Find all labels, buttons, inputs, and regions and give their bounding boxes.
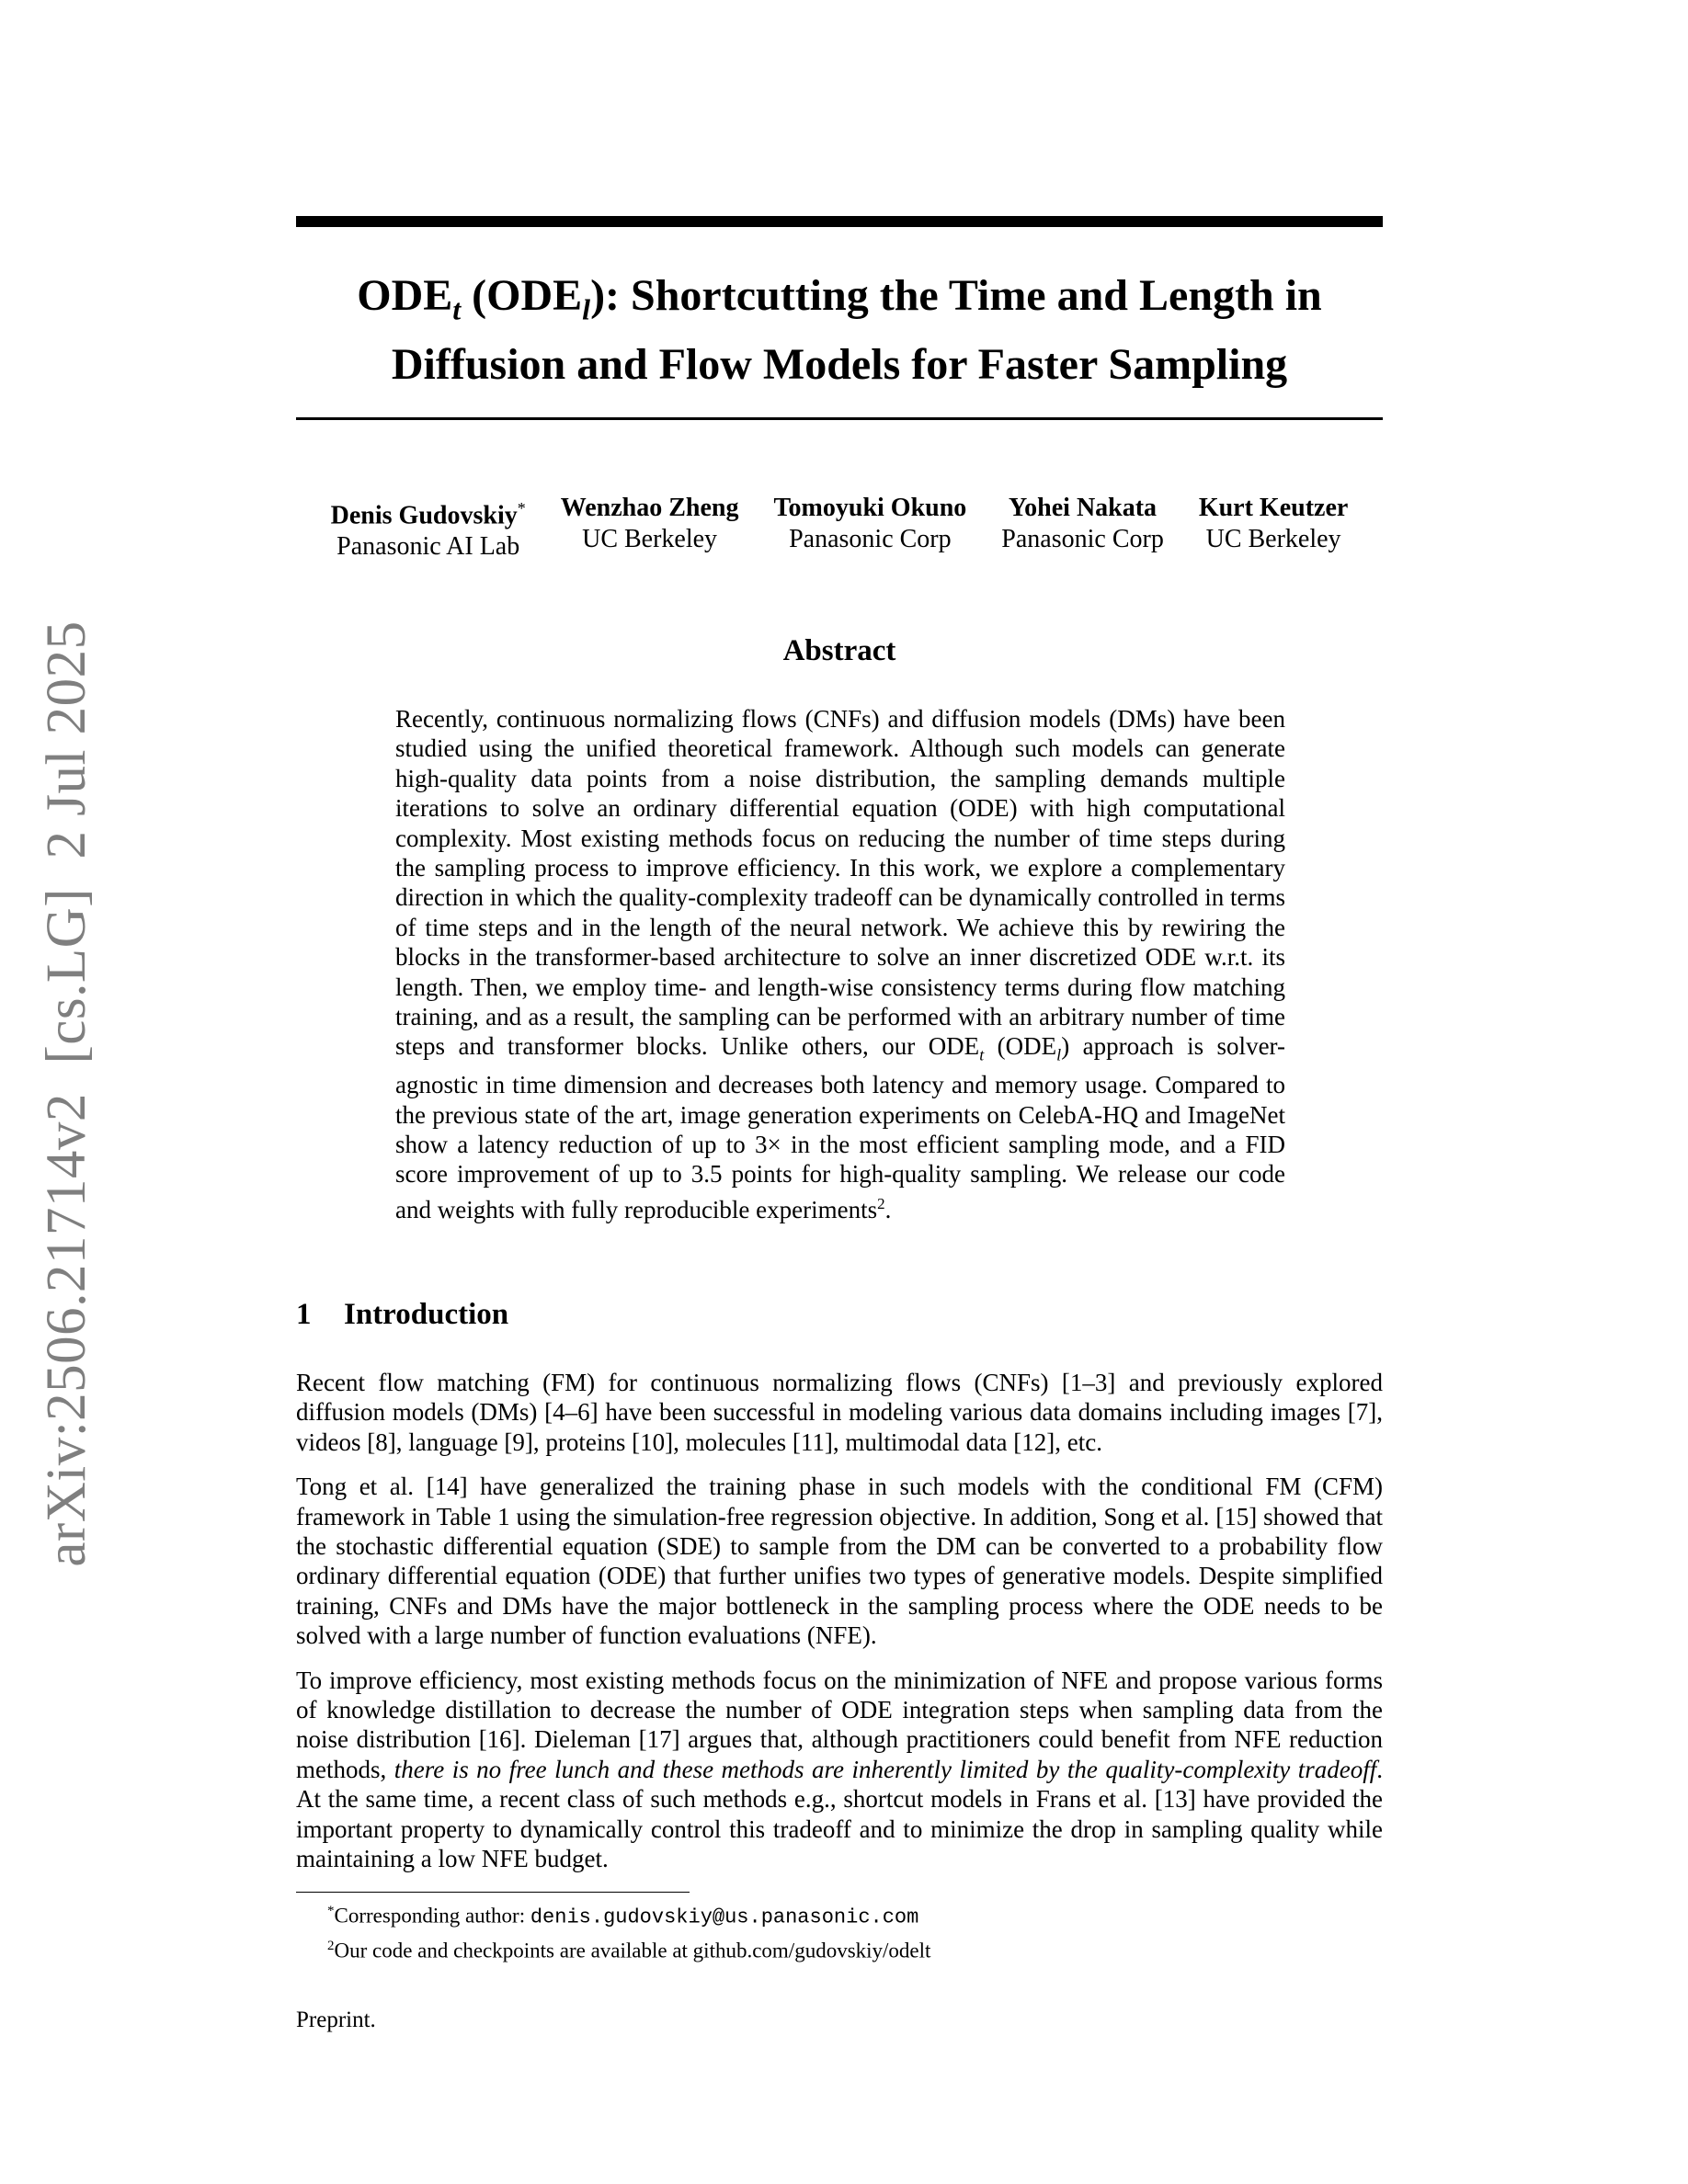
- abstract-end: .: [884, 1195, 892, 1223]
- author-affiliation: Panasonic AI Lab: [336, 532, 520, 562]
- paragraph: Tong et al. [14] have generalized the training phase in such models with the conditional FM (CFM) framework in Table 1 using the simulation-free regression objective. In addition, Song et al. [15] showed that the stochastic differential equation (SDE) to sample from the DM can be converted to a probability flow ordinary differential equation (ODE) that further unifies two types of generative models. Despite simplified training, CNFs and DMs have the major bottleneck in the sampling process where the ODE needs to be solved with a large number of function evaluations (NFE).: [296, 1473, 1383, 1650]
- section-title: Introduction: [344, 1298, 509, 1331]
- paragraph: Recent flow matching (FM) for continuous normalizing flows (CNFs) [1–3] and previously explored diffusion models (DMs) [4–6] have been successful in modeling various data domains including images [7], videos [8], language [9], proteins [10], molecules [11], multimodal data [12], etc.: [296, 1369, 1383, 1456]
- abstract-body: Recently, continuous normalizing flows (CNFs) and diffusion models (DMs) have been studied using the unified theoretical framework. Although such models can generate high-quality data points from a noise distribution, the sampling demands multiple iterations to solve an ordinary differential equation (ODE) with high computational complexity. Most existing methods focus on reducing the number of time steps during the sampling process to improve efficiency. In this work, we explore a complementary direction in which the quality-complexity tradeoff can be dynamically controlled in terms of time steps and in the length of the neural network. We achieve this by rewiring the blocks in the transformer-based architecture to solve an inner discretized ODE w.r.t. its length. Then, we employ time- and length-wise consistency terms during flow matching training, and as a result, the sampling can be performed with an arbitrary number of time steps and transformer blocks. Unlike others, our $ODE_t$ $(ODE_l)$ approach is solver-agnostic in time dimension and decreases both latency and memory usage. Compared to the previous state of the art, image generation experiments on CelebA-HQ and ImageNet show a latency reduction of up to 3× in the most efficient sampling mode, and a FID score improvement of up to 3.5 points for high-quality sampling. We release our code and weights with fully reproducible experiments$^2$.: [395, 705, 1285, 1223]
- author-name: Kurt Keutzer: [1198, 494, 1349, 522]
- abstract-ode-sub-t: t: [979, 1045, 985, 1064]
- author-affiliation: UC Berkeley: [582, 525, 718, 553]
- author-name: Tomoyuki Okuno: [773, 494, 967, 522]
- abstract-ode-t: ODE: [928, 1032, 980, 1061]
- paragraph-text: . At the same time, a recent class of such methods e.g., shortcut models in Frans et al. [13] have provided the important property to dynamically control this tradeoff and to minimize the drop in sampling quality while maintaining a low NFE budget.: [296, 1755, 1383, 1873]
- arxiv-category: [cs.LG]: [36, 888, 97, 1064]
- title-bottom-rule: [296, 417, 1383, 420]
- author-name: Yohei Nakata: [1009, 494, 1158, 522]
- title-line-1: $ODE_t$ $(ODE_l)$: Shortcutting the Time and Length in: [357, 271, 1322, 326]
- author-block: [1001, 493, 1164, 563]
- title-ode-sub-t: t: [452, 292, 462, 326]
- author-block: [773, 493, 966, 563]
- title-line-1-rest: : Shortcutting the Time and Length in: [605, 271, 1322, 320]
- arxiv-stamp-text: [35, 620, 99, 1566]
- abstract-text-before: Recently, continuous normalizing flows (CNFs) and diffusion models (DMs) have been studied using the unified theoretical framework. Although such models can generate high-quality data points from a noise distribution, the sampling demands multiple iterations to solve an ordinary differential equation (ODE) with high computational complexity. Most existing methods focus on reducing the number of time steps during the sampling process to improve efficiency. In this work, we explore a complementary direction in which the quality-complexity tradeoff can be dynamically controlled in terms of time steps and in the length of the neural network. We achieve this by rewiring the blocks in the transformer-based architecture to solve an inner discretized ODE w.r.t. its length. Then, we employ time- and length-wise consistency terms during flow matching training, and as a result, the sampling can be performed with an arbitrary number of time steps and transformer blocks. Unlike others, our: [395, 705, 1285, 1061]
- author-affiliation: UC Berkeley: [1205, 525, 1341, 553]
- abstract-ode-l: ODE: [1005, 1032, 1057, 1061]
- corresponding-email: denis.gudovskiy@us.panasonic.com: [530, 1905, 919, 1929]
- footnote-rule: [296, 1892, 690, 1893]
- footnote-text: Corresponding author:: [334, 1904, 530, 1928]
- title-ode-paren: ODE: [486, 271, 583, 320]
- section-number: 1: [296, 1298, 312, 1331]
- author-name: Wenzhao Zheng: [560, 494, 739, 522]
- author-affiliation: Panasonic Corp: [1001, 525, 1164, 553]
- title-ode: ODE: [357, 271, 453, 320]
- title-top-rule: [296, 216, 1383, 227]
- section-heading-introduction: [296, 1298, 508, 1332]
- abstract-footnote-mark: 2: [877, 1194, 885, 1212]
- paragraph-text: To improve efficiency, most existing methods focus on the minimization of NFE and propose various forms of knowledge distillation to decrease the number of ODE integration steps when sampling data from the noise distribution [16]. Dieleman [17] argues that, although practitioners could benefit from NFE reduction methods,: [296, 1666, 1383, 1783]
- footnotes: [327, 1897, 930, 1964]
- paragraph: [296, 1666, 1383, 1874]
- author-list: [296, 493, 1383, 563]
- footnote-1: [327, 1897, 930, 1932]
- author-block: [331, 493, 526, 563]
- introduction-body: [296, 1368, 1383, 1889]
- preprint-label: Preprint.: [296, 2008, 376, 2032]
- abstract-ode-sub-l: l: [1056, 1045, 1062, 1064]
- paragraph-italic-text: there is no free lunch and these methods are inherently limited by the quality-complexity tradeoff: [393, 1755, 1377, 1783]
- abstract-heading: Abstract: [782, 634, 896, 667]
- arxiv-date: 2 Jul 2025: [36, 620, 97, 859]
- author-name: Denis Gudovskiy: [330, 501, 518, 530]
- author-affiliation: Panasonic Corp: [789, 525, 952, 553]
- arxiv-sidebar-stamp: [26, 620, 108, 1567]
- footnote-text: Our code and checkpoints are available at github.com/gudovskiy/odelt: [334, 1939, 931, 1962]
- abstract-text-after: approach is solver-agnostic in time dimension and decreases both latency and memory usage. Compared to the previous state of the art, image generation experiments on CelebA-HQ and ImageNet show a latency reduction of up to 3× in the most efficient sampling mode, and a FID score improvement of up to 3.5 points for high-quality sampling. We release our code and weights with fully reproducible experiments: [395, 1032, 1285, 1223]
- paper-title: [296, 268, 1383, 392]
- footnote-mark: *: [327, 1904, 335, 1918]
- title-line-2: Diffusion and Flow Models for Faster Sampling: [391, 339, 1288, 389]
- footnote-2: [327, 1932, 930, 1965]
- author-mark: *: [517, 499, 526, 518]
- footnote-mark: 2: [327, 1938, 335, 1953]
- author-block: [1199, 493, 1349, 563]
- author-block: [561, 493, 739, 563]
- arxiv-id: arXiv:2506.21714v2: [36, 1093, 97, 1567]
- title-ode-sub-l: l: [582, 292, 591, 326]
